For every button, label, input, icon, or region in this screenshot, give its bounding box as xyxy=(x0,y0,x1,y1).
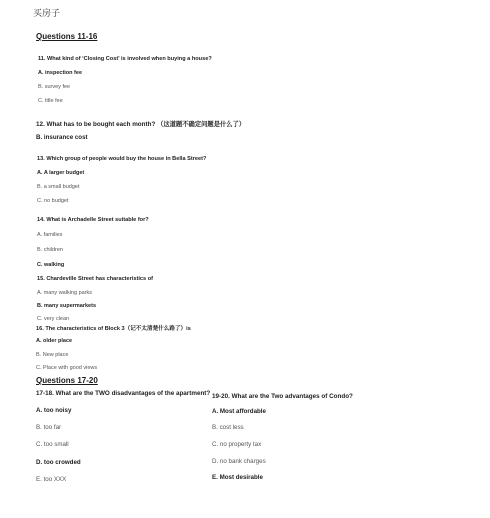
q15-option-b: B. many supermarkets xyxy=(37,303,96,309)
question-19-20: 19-20. What are the Two advantages of Condo? xyxy=(212,393,353,400)
q16-option-c: C. Place with good views xyxy=(36,365,98,371)
question-13: 13. Which group of people would buy the house in Bella Street? xyxy=(37,156,207,162)
section-heading-17-20: Questions 17-20 xyxy=(36,376,98,385)
question-16: 16. The characteristics of Block 3（记不太清楚什么路了）is xyxy=(36,326,191,332)
q17-option-a: A. too noisy xyxy=(36,407,72,414)
q13-option-c: C. no budget xyxy=(37,198,69,204)
q17-option-d: D. too crowded xyxy=(36,459,81,466)
question-15: 15. Chardeville Street has characteristics of xyxy=(37,276,153,282)
q19-option-d: D. no bank charges xyxy=(212,458,266,465)
q12-option-b: B. insurance cost xyxy=(36,134,88,141)
q19-option-e: E. Most desirable xyxy=(212,474,263,481)
question-11: 11. What kind of ‘Closing Cost’ is involved when buying a house? xyxy=(38,56,212,62)
section-heading-11-16: Questions 11-16 xyxy=(36,32,98,41)
q17-option-c: C. too small xyxy=(36,441,69,448)
q17-option-b: B. too far xyxy=(36,424,62,431)
q11-option-c: C. title fee xyxy=(38,98,63,104)
question-12: 12. What has to be bought each month? （这道题不确定问题是什么了） xyxy=(36,121,246,128)
q15-option-a: A. many walking parks xyxy=(37,290,93,296)
document-title: 买房子 xyxy=(33,8,61,18)
q13-option-b: B. a small budget xyxy=(37,184,80,190)
q19-option-c: C. no property tax xyxy=(212,441,262,448)
q15-option-c: C. very clean xyxy=(37,316,70,322)
q16-option-a: A. older place xyxy=(36,338,73,344)
q11-option-b: B. survey fee xyxy=(38,84,71,90)
question-17-18: 17-18. What are the TWO disadvantages of the apartment? xyxy=(36,390,211,397)
q14-option-c: C. walking xyxy=(37,262,65,268)
q16-option-b: B. New place xyxy=(36,352,69,358)
q13-option-a: A. A larger budget xyxy=(37,170,85,176)
q11-option-a: A. inspection fee xyxy=(38,70,83,76)
q19-option-a: A. Most affordable xyxy=(212,408,266,415)
q14-option-a: A. families xyxy=(37,232,63,238)
q19-option-b: B. cost less xyxy=(212,424,244,431)
question-14: 14. What is Archadelle Street suitable for? xyxy=(37,217,149,223)
q14-option-b: B. children xyxy=(37,247,63,253)
q17-option-e: E. too XXX xyxy=(36,476,67,483)
